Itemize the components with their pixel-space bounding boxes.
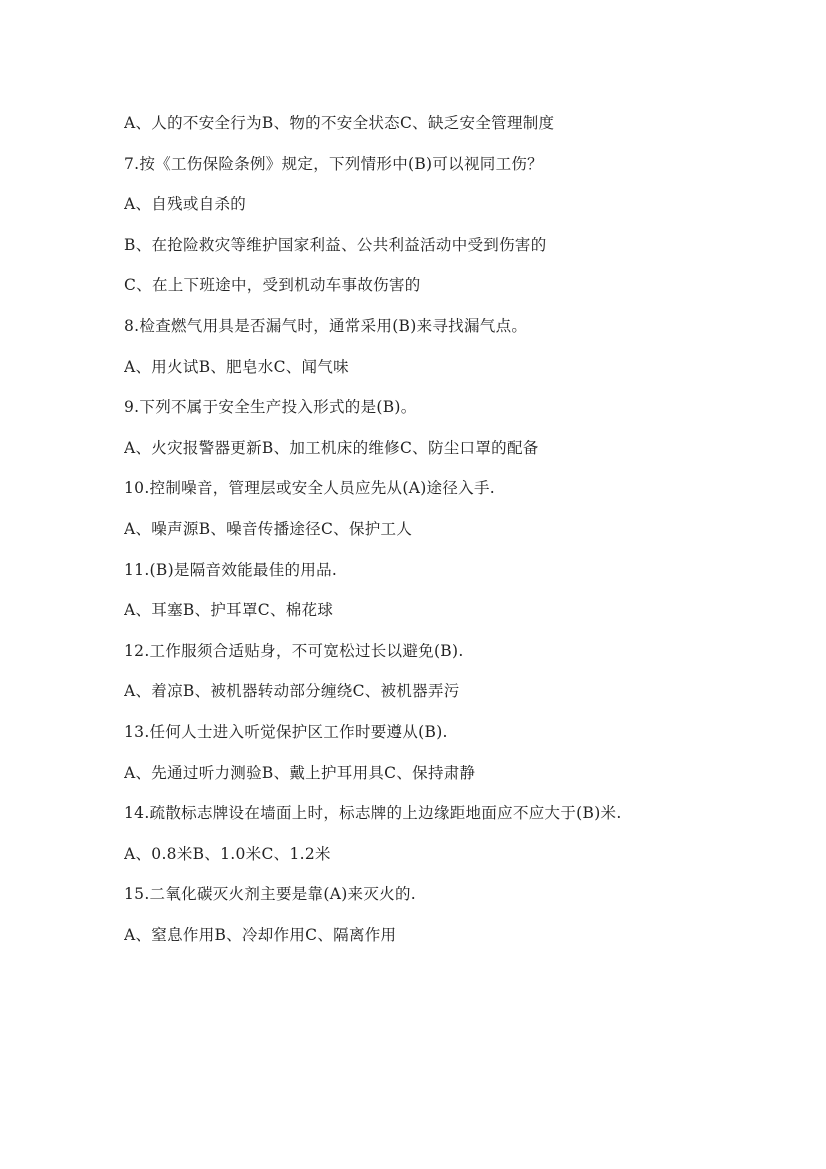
answer-option-line: A、0.8米B、1.0米C、1.2米: [124, 844, 331, 863]
question-7: 7.按《工伤保险条例》规定，下列情形中(B)可以视同工伤？: [124, 154, 543, 173]
answer-option-line: A、火灾报警器更新B、加工机床的维修C、防尘口罩的配备: [124, 438, 539, 457]
answer-option-line: A、自残或自杀的: [124, 195, 247, 214]
answer-option-line: B、在抢险救灾等维护国家利益、公共利益活动中受到伤害的: [124, 235, 547, 254]
question-12: 12.工作服须合适贴身，不可宽松过长以避免(B).: [124, 641, 464, 660]
answer-option-line: A、噪声源B、噪音传播途径C、保护工人: [124, 519, 413, 538]
text-line: A、人的不安全行为B、物的不安全状态C、缺乏安全管理制度: [124, 114, 555, 132]
question-13: 13.任何人士进入听觉保护区工作时要遵从(B).: [124, 722, 448, 741]
question-9: 9.下列不属于安全生产投入形式的是(B)。: [124, 398, 417, 417]
answer-option-line: A、窒息作用B、冷却作用C、隔离作用: [124, 925, 397, 944]
question-list: [124, 108, 784, 960]
answer-option-line: A、先通过听力测验B、戴上护耳用具C、保持肃静: [124, 763, 476, 782]
question-11: 11.(B)是隔音效能最佳的用品.: [124, 560, 338, 579]
question-8: 8.检查燃气用具是否漏气时，通常采用(B)来寻找漏气点。: [124, 316, 528, 335]
question-14: 14.疏散标志牌设在墙面上时，标志牌的上边缘距地面应不应大于(B)米.: [124, 804, 622, 823]
answer-option-line: A、着凉B、被机器转动部分缠绕C、被机器弄污: [124, 682, 460, 701]
answer-option-line: C、在上下班途中，受到机动车事故伤害的: [124, 276, 421, 295]
answer-option-line: A、用火试B、肥皂水C、闻气味: [124, 357, 349, 376]
answer-option-line: A、耳塞B、护耳罩C、棉花球: [124, 601, 334, 620]
question-10: 10.控制噪音，管理层或安全人员应先从(A)途径入手.: [124, 479, 495, 498]
question-15: 15.二氧化碳灭火剂主要是靠(A)来灭火的.: [124, 885, 416, 904]
